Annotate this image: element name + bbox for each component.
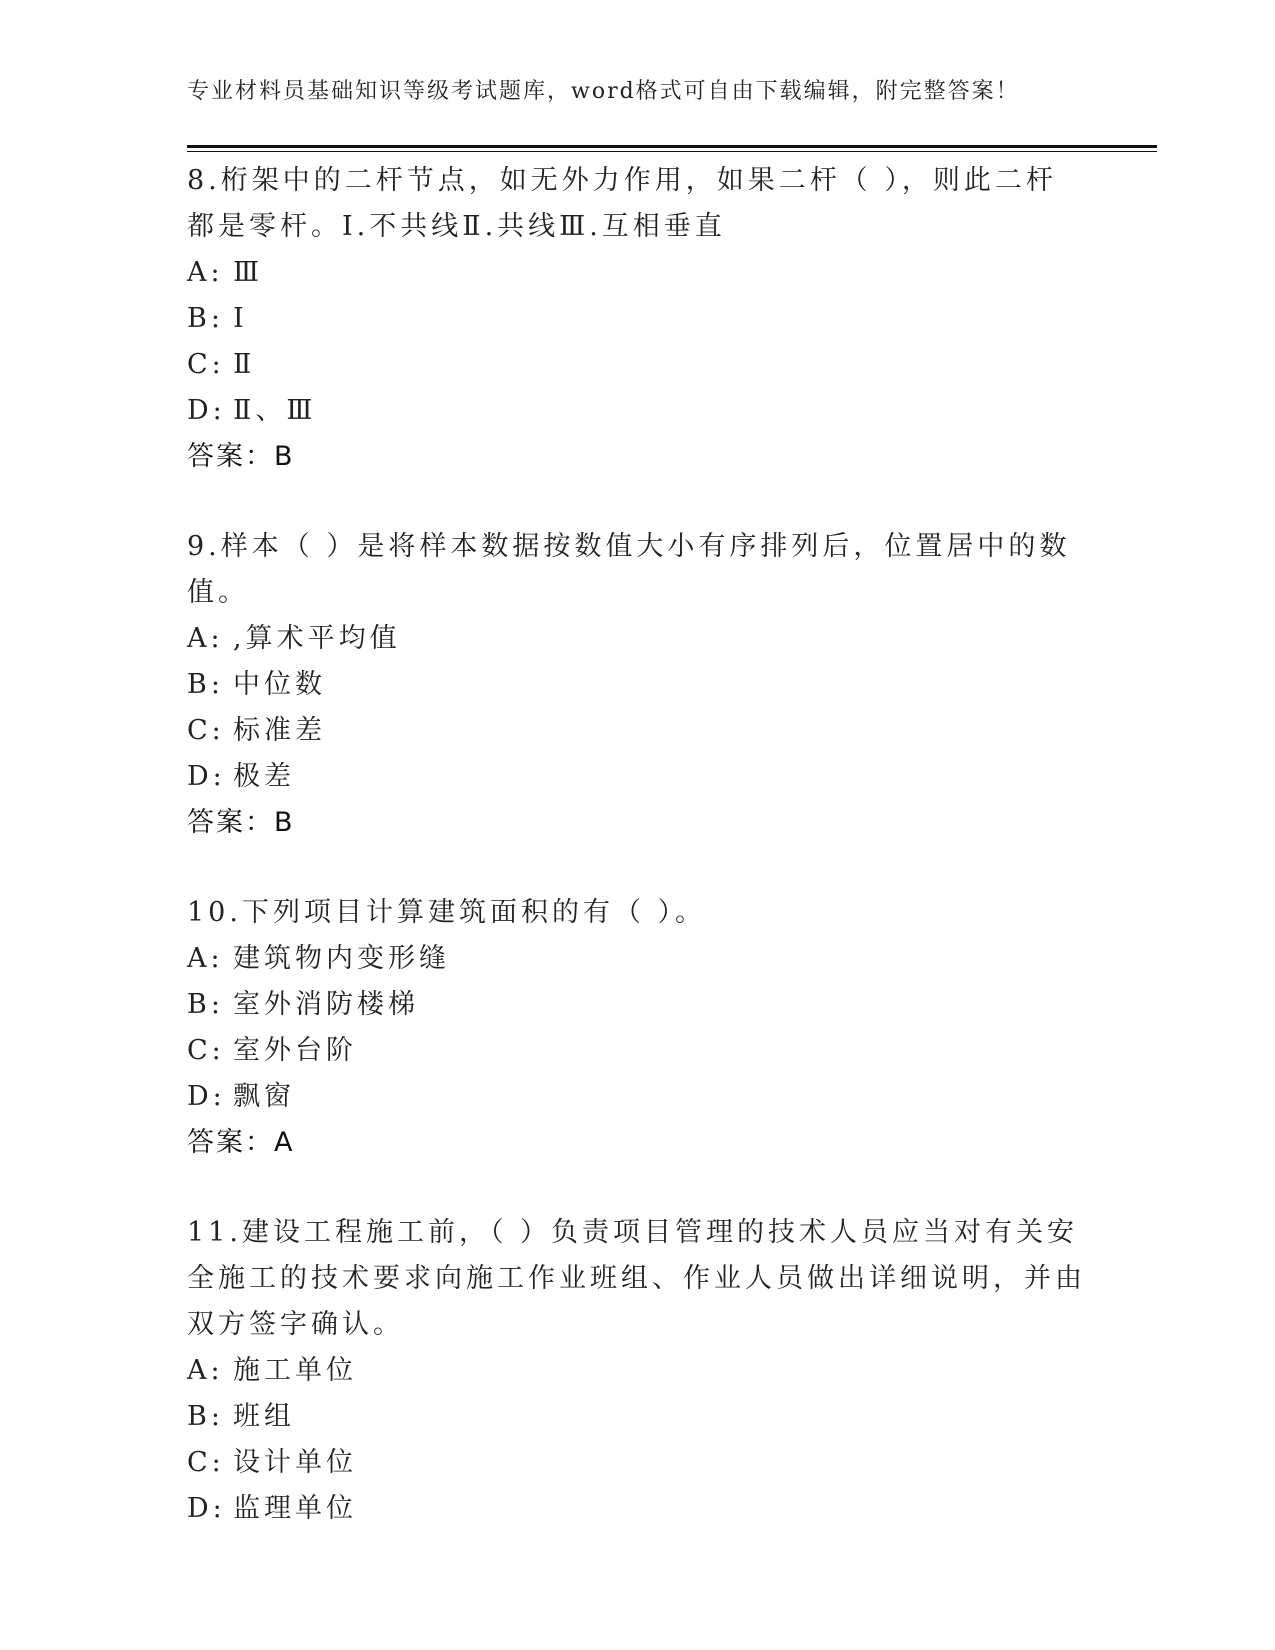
question-list <box>187 158 1087 1576</box>
option-a <box>187 616 1087 662</box>
option-d <box>187 754 1087 800</box>
option-text: 设计单位 <box>233 1447 357 1478</box>
option-letter: C: <box>187 1447 225 1478</box>
option-b <box>187 296 1087 342</box>
option-text: Ⅱ <box>233 349 256 380</box>
option-text: Ⅱ、Ⅲ <box>233 395 317 426</box>
option-letter: D: <box>187 761 226 792</box>
option-text: Ⅲ <box>233 257 264 288</box>
header-rule-thin <box>187 151 1157 152</box>
option-a <box>187 936 1087 982</box>
option-d <box>187 388 1087 434</box>
option-letter: A: <box>187 623 224 654</box>
answer: 答案：B <box>187 441 295 472</box>
option-letter: C: <box>187 715 225 746</box>
option-text: 室外台阶 <box>233 1035 357 1066</box>
option-letter: B: <box>187 989 224 1020</box>
option-letter: B: <box>187 669 224 700</box>
option-text: 极差 <box>233 761 295 792</box>
option-text: ,算术平均值 <box>233 623 401 654</box>
option-text: 班组 <box>233 1401 295 1432</box>
option-a <box>187 250 1087 296</box>
option-text: Ⅰ <box>233 303 248 334</box>
option-c <box>187 1440 1087 1486</box>
option-b <box>187 662 1087 708</box>
answer: 答案：B <box>187 807 295 838</box>
question-10 <box>187 890 1087 1166</box>
option-text: 中位数 <box>233 669 326 700</box>
option-text: 标准差 <box>233 715 326 746</box>
option-c <box>187 708 1087 754</box>
option-d <box>187 1486 1087 1532</box>
option-b <box>187 982 1087 1028</box>
option-d <box>187 1074 1087 1120</box>
question-stem: 9.样本（ ）是将样本数据按数值大小有序排列后，位置居中的数值。 <box>187 531 1071 608</box>
option-text: 建筑物内变形缝 <box>233 943 450 974</box>
option-letter: B: <box>187 303 224 334</box>
option-text: 施工单位 <box>233 1355 357 1386</box>
option-a <box>187 1348 1087 1394</box>
question-stem: 8.桁架中的二杆节点，如无外力作用，如果二杆（ ），则此二杆都是零杆。I.不共线Ⅱ.共线Ⅲ.互相垂直 <box>187 165 1057 242</box>
question-stem: 10.下列项目计算建筑面积的有（ ）。 <box>187 897 707 928</box>
option-c <box>187 342 1087 388</box>
option-letter: C: <box>187 1035 225 1066</box>
option-letter: A: <box>187 257 224 288</box>
option-letter: D: <box>187 395 226 426</box>
option-c <box>187 1028 1087 1074</box>
header-rule-thick <box>187 145 1157 148</box>
question-stem: 11.建设工程施工前，（ ）负责项目管理的技术人员应当对有关安全施工的技术要求向施工作业班组、作业人员做出详细说明，并由双方签字确认。 <box>187 1217 1086 1340</box>
answer: 答案：A <box>187 1127 295 1158</box>
option-b <box>187 1394 1087 1440</box>
page-header: 专业材料员基础知识等级考试题库，word格式可自由下载编辑，附完整答案！ <box>187 79 1020 104</box>
option-text: 监理单位 <box>233 1493 357 1524</box>
option-letter: D: <box>187 1493 226 1524</box>
option-letter: C: <box>187 349 225 380</box>
option-letter: B: <box>187 1401 224 1432</box>
question-11 <box>187 1210 1087 1532</box>
question-9 <box>187 524 1087 846</box>
option-text: 飘窗 <box>233 1081 295 1112</box>
option-letter: A: <box>187 1355 224 1386</box>
option-text: 室外消防楼梯 <box>233 989 419 1020</box>
option-letter: A: <box>187 943 224 974</box>
question-8 <box>187 158 1087 480</box>
option-letter: D: <box>187 1081 226 1112</box>
